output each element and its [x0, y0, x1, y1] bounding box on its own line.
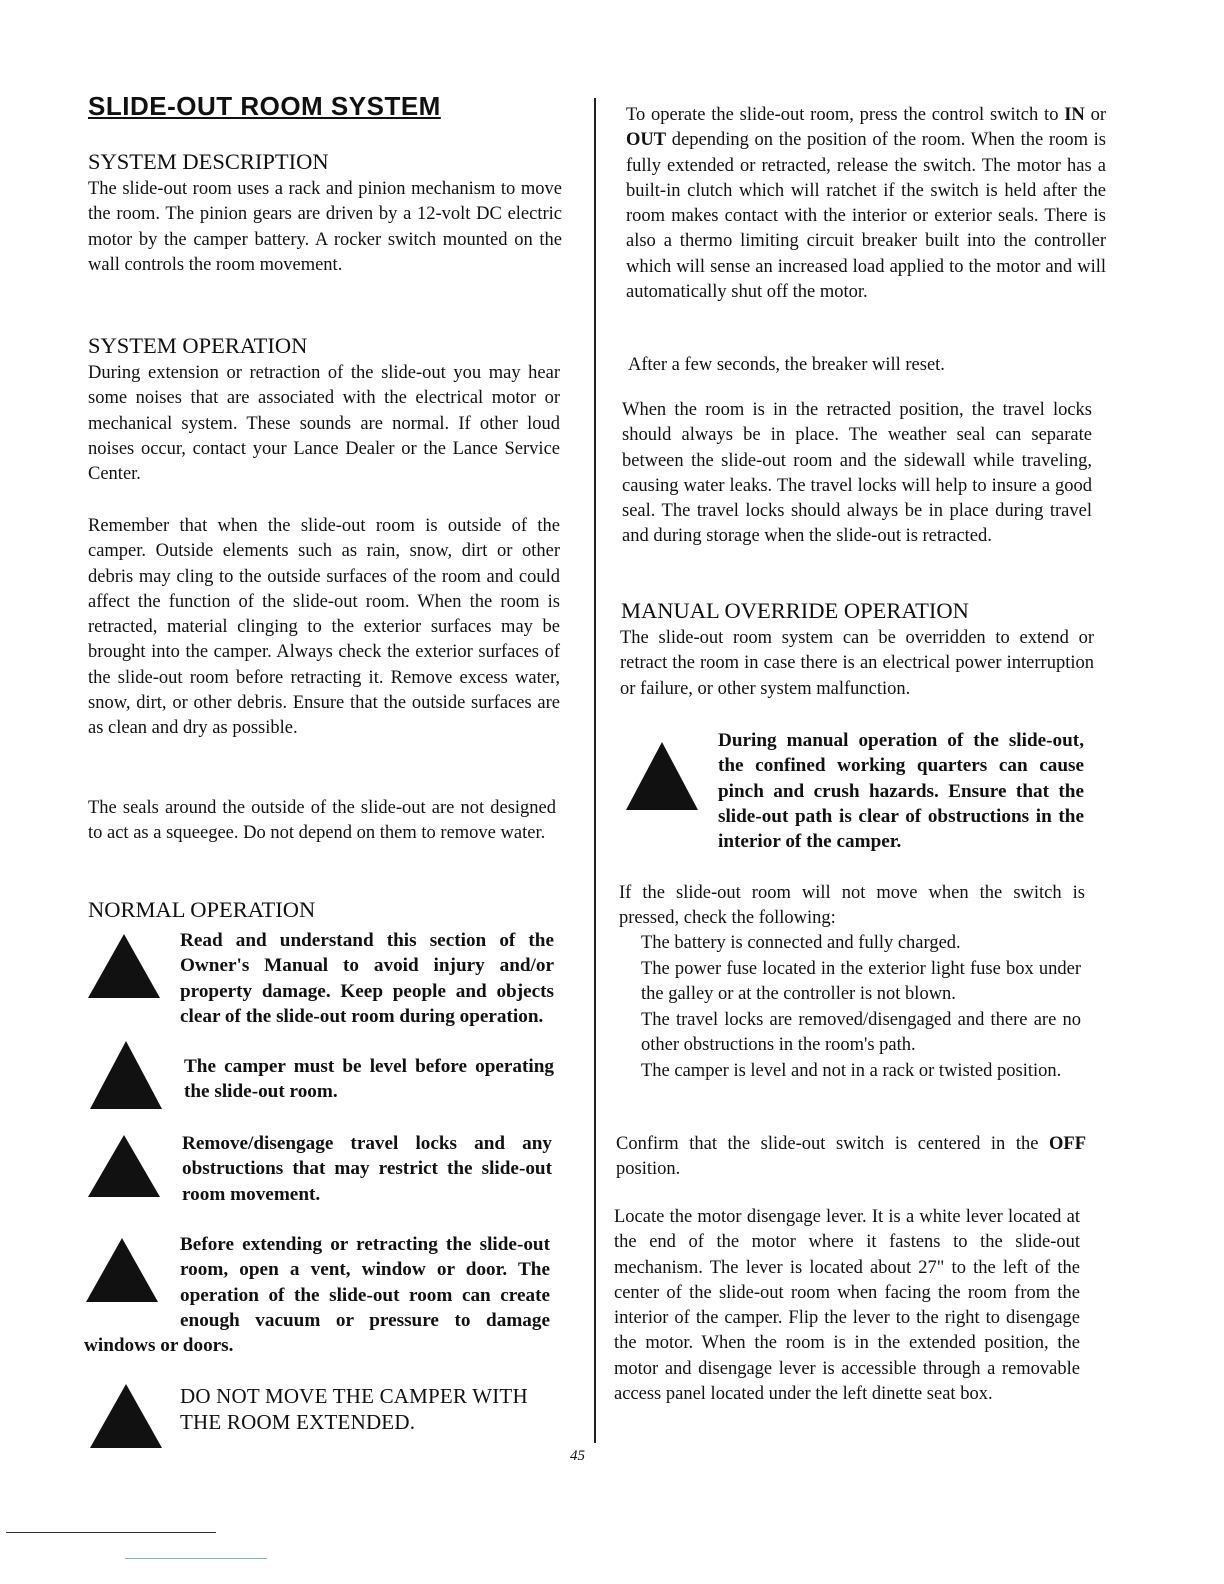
checklist-item: The travel locks are removed/disengaged and there are no other obstructions in the room's path.	[641, 1009, 1081, 1055]
warning-pinch-hazard	[618, 728, 1084, 854]
warning-do-not-move	[88, 1384, 554, 1435]
checklist-item: The battery is connected and fully charged.	[641, 933, 961, 953]
operate-text: To operate the slide-out room, press the control switch to	[626, 105, 1065, 125]
system-description-heading: SYSTEM DESCRIPTION	[88, 149, 329, 174]
system-operation-heading: SYSTEM OPERATION	[88, 333, 308, 358]
warning-triangle-icon	[90, 1384, 162, 1448]
scan-artifact-line	[125, 1558, 267, 1559]
warning-open-vent	[84, 1232, 550, 1358]
column-divider	[594, 98, 596, 1443]
confirm-text-end: position.	[616, 1159, 681, 1180]
confirm-off-paragraph	[616, 1132, 1086, 1183]
warning-text: Remove/disengage travel locks and any obstructions that may restrict the slide-out room movement.	[182, 1133, 552, 1205]
warning-text: Before extending or retracting the slide-out room, open a vent, window or door. The operation of the slide-out room can create enough vacuum or pressure to damage windows or doors.	[84, 1234, 550, 1357]
check-intro-text: If the slide-out room will not move when the switch is pressed, check the following:	[619, 883, 1085, 929]
page-title: SLIDE-OUT ROOM SYSTEM	[88, 91, 441, 121]
confirm-text: Confirm that the slide-out switch is centered in the	[616, 1134, 1049, 1154]
system-operation-paragraph-1: During extension or retraction of the slide-out you may hear some noises that are associated with the electrical motor or mechanical system. These sounds are normal. If other loud noises occur, contact your Lance Dealer or the Lance Service Center.	[88, 363, 560, 485]
normal-operation-heading: NORMAL OPERATION	[88, 897, 316, 922]
in-label: IN	[1064, 105, 1085, 125]
system-description-text: The slide-out room uses a rack and pinion mechanism to move the room. The pinion gears are driven by a 12-volt DC electric motor by the camper battery. A rocker switch mounted on the wall controls the room movement.	[88, 179, 562, 275]
warning-read-manual	[88, 928, 554, 1029]
warning-triangle-icon	[88, 1135, 160, 1197]
warning-text: The camper must be level before operating the slide-out room.	[184, 1056, 554, 1103]
or-text: or	[1084, 105, 1106, 125]
system-operation-paragraph-2: Remember that when the slide-out room is outside of the camper. Outside elements such as rain, snow, dirt or other debris may cling to the outside surfaces of the room and could affect the function of the slide-out room. When the room is retracted, material clinging to the exterior surfaces may be brought into the camper. Always check the exterior surfaces of the slide-out room before retracting it. Remove excess water, snow, dirt, or other debris. Ensure that the outside surfaces are as clean and dry as possible.	[88, 516, 560, 739]
manual-override-heading: MANUAL OVERRIDE OPERATION	[621, 598, 969, 623]
manual-override-text: The slide-out room system can be overridden to extend or retract the room in case there is an electrical power interruption or failure, or other system malfunction.	[620, 628, 1094, 699]
warning-triangle-icon	[88, 934, 160, 998]
scan-artifact-line	[6, 1532, 216, 1533]
checklist-item: The camper is level and not in a rack or twisted position.	[641, 1060, 1062, 1081]
warning-text: During manual operation of the slide-out, the confined working quarters can cause pinch and crush hazards. Ensure that the slide-out path is clear of obstructions in the interior of the camper.	[718, 730, 1084, 853]
checklist-item: The power fuse located in the exterior light fuse box under the galley or at the controller is not blown.	[641, 958, 1081, 1004]
troubleshooting-checklist	[641, 931, 1081, 1084]
warning-level-camper	[88, 1054, 554, 1105]
warning-text: DO NOT MOVE THE CAMPER WITH THE ROOM EXTENDED.	[180, 1384, 528, 1434]
motor-disengage-paragraph: Locate the motor disengage lever. It is a white lever located at the end of the motor where it fastens to the slide-out mechanism. The lever is located about 27" to the left of the center of the slide-out room when facing the room from the interior of the camper. Flip the lever to the right to disengage the motor. When the room is in the extended position, the motor and disengage lever is accessible through a removable access panel located under the left dinette seat box.	[614, 1207, 1080, 1405]
operate-paragraph	[626, 103, 1106, 305]
off-label: OFF	[1049, 1134, 1086, 1154]
travel-locks-paragraph: When the room is in the retracted position, the travel locks should always be in place. The weather seal can separate between the slide-out room and the sidewall while traveling, causing water leaks. The travel locks will help to insure a good seal. The travel locks should always be in place during travel and during storage when the slide-out is retracted.	[622, 400, 1092, 547]
warning-triangle-icon	[86, 1238, 158, 1302]
warning-text: Read and understand this section of the Owner's Manual to avoid injury and/or property damage. Keep people and objects clear of the slide-out room during operation.	[180, 930, 554, 1027]
out-label: OUT	[626, 130, 667, 151]
system-operation-paragraph-3: The seals around the outside of the slide-out are not designed to act as a squeegee. Do not depend on them to remove water.	[88, 798, 556, 844]
warning-travel-locks	[88, 1131, 552, 1207]
warning-triangle-icon	[90, 1041, 162, 1109]
operate-text-continued: depending on the position of the room. When the room is fully extended or retracted, release the switch. The motor has a built-in clutch which will ratchet if the switch is held after the room makes contact with the interior or exterior seals. There is also a thermo limiting circuit breaker built into the controller which will sense an increased load applied to the motor and will automatically shut off the motor.	[626, 130, 1106, 303]
warning-triangle-icon	[626, 742, 698, 810]
breaker-reset-text: After a few seconds, the breaker will reset.	[628, 355, 945, 375]
page-number: 45	[570, 1448, 585, 1464]
